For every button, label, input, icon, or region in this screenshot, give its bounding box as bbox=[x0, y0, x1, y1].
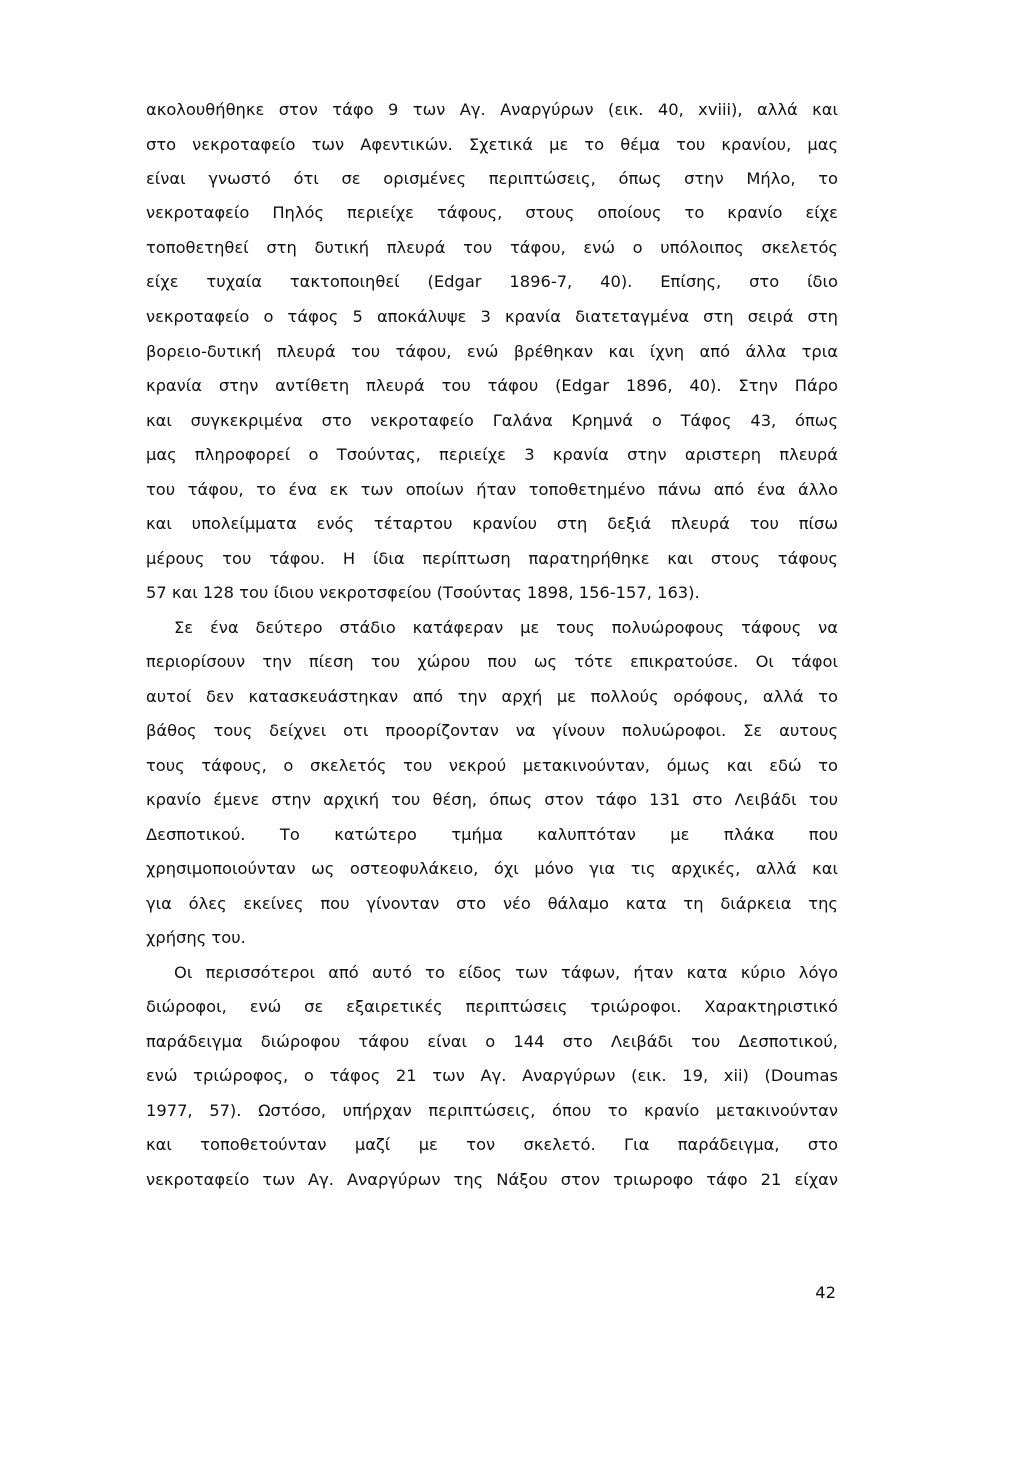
text-line: νεκροταφείο των Αγ. Αναργύρων της Νάξου στον τριωροφο τάφο 21 είχαν bbox=[146, 1170, 838, 1189]
text-line: χρησιμοποιούνταν ως οστεοφυλάκειο, όχι μόνο για τις αρχικές, αλλά και bbox=[146, 859, 838, 878]
text-line: χρήσης του. bbox=[146, 928, 246, 947]
text-line: περιορίσουν την πίεση του χώρου που ως τότε επικρατούσε. Οι τάφοι bbox=[146, 652, 838, 671]
text-line: στο νεκροταφείο των Αφεντικών. Σχετικά με το θέμα του κρανίου, μας bbox=[146, 135, 838, 154]
paragraph-first-line: Σε ένα δεύτερο στάδιο κατάφεραν με τους πολυώροφους τάφους να bbox=[174, 618, 838, 637]
text-line: Δεσποτικού. Το κατώτερο τμήμα καλυπτόταν με πλάκα που bbox=[146, 825, 838, 844]
text-line: είχε τυχαία τακτοποιηθεί (Edgar 1896-7, 40). Επίσης, στο ίδιο bbox=[146, 272, 838, 291]
page-number: 42 bbox=[815, 1283, 836, 1302]
text-line: και συγκεκριμένα στο νεκροταφείο Γαλάνα Κρημνά ο Τάφος 43, όπως bbox=[146, 411, 838, 430]
text-line: για όλες εκείνες που γίνονταν στο νέο θάλαμο κατα τη διάρκεια της bbox=[146, 894, 838, 913]
text-line: βάθος τους δείχνει οτι προορίζονταν να γίνουν πολυώροφοι. Σε αυτους bbox=[146, 721, 838, 740]
text-line: κρανίο έμενε στην αρχική του θέση, όπως στον τάφο 131 στο Λειβάδι του bbox=[146, 790, 838, 809]
text-line: του τάφου, το ένα εκ των οποίων ήταν τοποθετημένο πάνω από ένα άλλο bbox=[146, 480, 838, 499]
text-line: παράδειγμα διώροφου τάφου είναι ο 144 στο Λειβάδι του Δεσποτικού, bbox=[146, 1032, 838, 1051]
text-line: βορειο-δυτική πλευρά του τάφου, ενώ βρέθηκαν και ίχνη από άλλα τρια bbox=[146, 342, 838, 361]
text-line: κρανία στην αντίθετη πλευρά του τάφου (Edgar 1896, 40). Στην Πάρο bbox=[146, 376, 838, 395]
text-line: και υπολείμματα ενός τέταρτου κρανίου στη δεξιά πλευρά του πίσω bbox=[146, 514, 838, 533]
text-line: διώροφοι, ενώ σε εξαιρετικές περιπτώσεις τριώροφοι. Χαρακτηριστικό bbox=[146, 997, 838, 1016]
text-line: μας πληροφορεί ο Τσούντας, περιείχε 3 κρανία στην αριστερη πλευρά bbox=[146, 445, 838, 464]
text-line: ενώ τριώροφος, ο τάφος 21 των Αγ. Αναργύρων (εικ. 19, xii) (Doumas bbox=[146, 1066, 838, 1085]
text-line: μέρους του τάφου. Η ίδια περίπτωση παρατηρήθηκε και στους τάφους bbox=[146, 549, 838, 568]
text-line: νεκροταφείο ο τάφος 5 αποκάλυψε 3 κρανία διατεταγμένα στη σειρά στη bbox=[146, 307, 838, 326]
text-line: 57 και 128 του ίδιου νεκροτσφείου (Τσούντας 1898, 156-157, 163). bbox=[146, 583, 700, 602]
text-line: ακολουθήθηκε στον τάφο 9 των Αγ. Αναργύρων (εικ. 40, xviii), αλλά και bbox=[146, 100, 838, 119]
text-line: 1977, 57). Ωστόσο, υπήρχαν περιπτώσεις, όπου το κρανίο μετακινούνταν bbox=[146, 1101, 838, 1120]
text-line: νεκροταφείο Πηλός περιείχε τάφους, στους οποίους το κρανίο είχε bbox=[146, 203, 838, 222]
text-line: και τοποθετούνταν μαζί με τον σκελετό. Για παράδειγμα, στο bbox=[146, 1135, 838, 1154]
text-line: είναι γνωστό ότι σε ορισμένες περιπτώσεις, όπως στην Μήλο, το bbox=[146, 169, 838, 188]
paragraph-first-line: Οι περισσότεροι από αυτό το είδος των τάφων, ήταν κατα κύριο λόγο bbox=[174, 963, 838, 982]
text-line: τους τάφους, ο σκελετός του νεκρού μετακινούνταν, όμως και εδώ το bbox=[146, 756, 838, 775]
text-line: τοποθετηθεί στη δυτική πλευρά του τάφου, ενώ ο υπόλοιπος σκελετός bbox=[146, 238, 838, 257]
text-line: αυτοί δεν κατασκευάστηκαν από την αρχή με πολλούς ορόφους, αλλά το bbox=[146, 687, 838, 706]
